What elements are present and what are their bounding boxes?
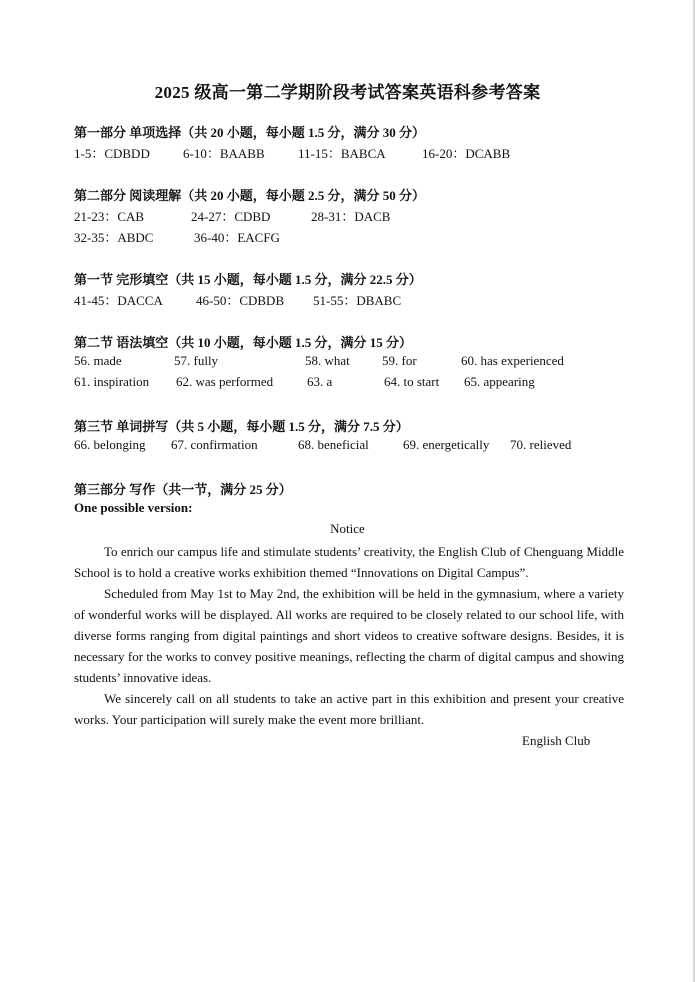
answer-item: 63. a <box>307 374 333 389</box>
answer-group: 24-27：CDBD <box>191 209 271 224</box>
version-label: One possible version: <box>74 500 193 515</box>
answer-item: 68. beneficial <box>298 437 369 452</box>
answer-item: 66. belonging <box>74 437 146 452</box>
answer-item: 67. confirmation <box>171 437 258 452</box>
answer-group: 32-35：ABDC <box>74 230 154 245</box>
answer-item: 65. appearing <box>464 374 535 389</box>
answer-item: 59. for <box>382 353 417 368</box>
essay-paragraph: Scheduled from May 1st to May 2nd, the exhibition will be held in the gymnasium, where a variety of wonderful works will be displayed. All works are required to be closely related to our school life, with diverse forms ranging from digital paintings and short videos to creative software designs. Besides, it is necessary for the works to convey positive meanings, reflecting the charm of digital campus and showing students’ innovative ideas. <box>74 586 624 685</box>
answer-item: 62. was performed <box>176 374 274 389</box>
answer-group: 6-10：BAABB <box>183 146 265 161</box>
part3-heading: 第三部分 写作（共一节，满分 25 分） <box>74 482 292 497</box>
answer-item: 58. what <box>305 353 350 368</box>
answer-group: 11-15：BABCA <box>298 146 386 161</box>
answer-group: 16-20：DCABB <box>422 146 511 161</box>
answer-group: 1-5：CDBDD <box>74 146 150 161</box>
answer-item: 61. inspiration <box>74 374 150 389</box>
answer-item: 60. has experienced <box>461 353 564 368</box>
page-title: 2025 级高一第二学期阶段考试答案英语科参考答案 <box>154 83 541 102</box>
answer-item: 64. to start <box>384 374 440 389</box>
essay-paragraph: We sincerely call on all students to take an active part in this exhibition and present your creative works. Your participation will surely make the event more brilliant. <box>74 691 624 727</box>
answer-item: 57. fully <box>174 353 219 368</box>
answer-group: 21-23：CAB <box>74 209 145 224</box>
answer-group: 36-40：EACFG <box>194 230 280 245</box>
notice-title: Notice <box>330 521 365 536</box>
answer-item: 70. relieved <box>510 437 572 452</box>
section3-heading: 第三节 单词拼写（共 5 小题，每小题 1.5 分，满分 7.5 分） <box>74 419 409 434</box>
essay-paragraph: To enrich our campus life and stimulate students’ creativity, the English Club of Chenguang Middle School is to hold a creative works exhibition themed “Innovations on Digital Campus”. <box>74 544 624 580</box>
part2-heading: 第二部分 阅读理解（共 20 小题，每小题 2.5 分，满分 50 分） <box>74 188 426 203</box>
section2-heading: 第二节 语法填空（共 10 小题，每小题 1.5 分，满分 15 分） <box>74 335 413 350</box>
answer-group: 46-50：CDBDB <box>196 293 285 308</box>
answer-group: 51-55：DBABC <box>313 293 402 308</box>
section1-heading: 第一节 完形填空（共 15 小题，每小题 1.5 分，满分 22.5 分） <box>74 272 422 287</box>
essay-body <box>74 541 624 730</box>
answer-group: 28-31：DACB <box>311 209 391 224</box>
part1-heading: 第一部分 单项选择（共 20 小题，每小题 1.5 分，满分 30 分） <box>74 125 426 140</box>
answer-group: 41-45：DACCA <box>74 293 163 308</box>
answer-item: 69. energetically <box>403 437 490 452</box>
signature: English Club <box>522 733 591 748</box>
answer-item: 56. made <box>74 353 122 368</box>
